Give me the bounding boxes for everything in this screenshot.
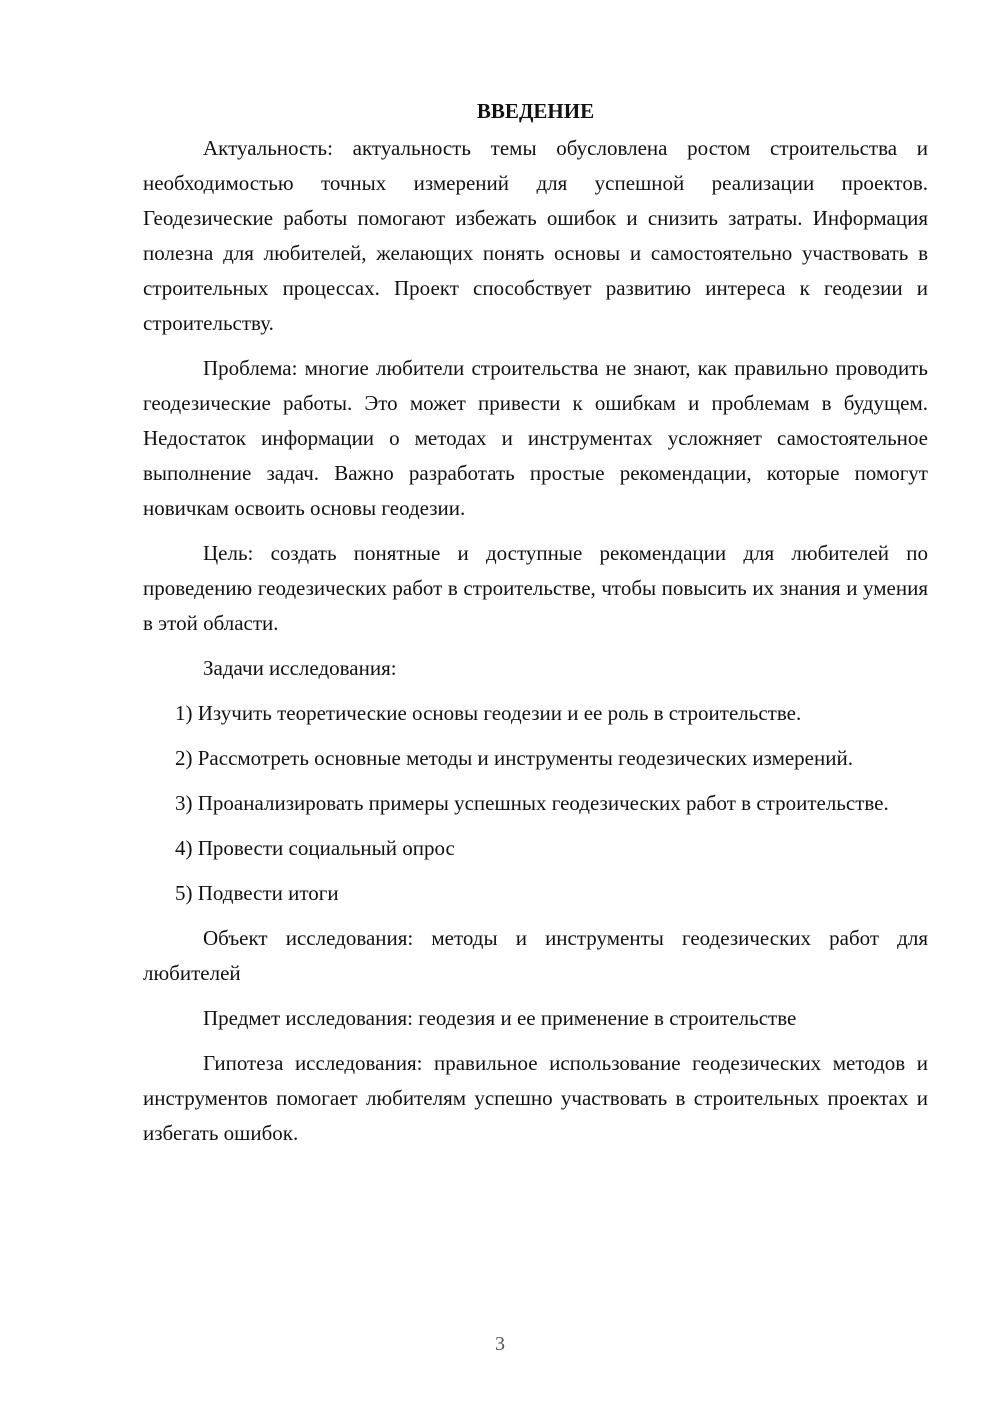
paragraph-problem: Проблема: многие любители строительства не знают, как правильно проводить геодезические работы. Это может привести к ошибкам и проблемам в будущем. Недостаток информации о методах и инструментах усложняет самостоятельное выполнение задач. Важно разработать простые рекомендации, которые помогут новичкам освоить основы геодезии. (143, 356, 928, 520)
paragraph-relevance: Актуальность: актуальность темы обусловлена ростом строительства и необходимостью точных измерений для успешной реализации проектов. Геодезические работы помогают избежать ошибок и снизить затраты. Информация полезна для любителей, желающих понять основы и самостоятельно участвовать в строительных процессах. Проект способствует развитию интереса к геодезии и строительству. (143, 136, 928, 335)
section-title: ВВЕДЕНИЕ (476, 99, 595, 123)
task-item-1: 1) Изучить теоретические основы геодезии и ее роль в строительстве. (175, 701, 802, 725)
paragraph-tasks-heading: Задачи исследования: (203, 656, 397, 680)
paragraph-subject: Предмет исследования: геодезия и ее применение в строительстве (203, 1006, 797, 1030)
paragraph-goal: Цель: создать понятные и доступные рекомендации для любителей по проведению геодезических работ в строительстве, чтобы повысить их знания и умения в этой области. (143, 541, 928, 635)
task-item-2: 2) Рассмотреть основные методы и инструменты геодезических измерений. (175, 746, 853, 770)
task-item-5: 5) Подвести итоги (175, 881, 339, 905)
task-item-3: 3) Проанализировать примеры успешных геодезических работ в строительстве. (175, 791, 889, 815)
page-number: 3 (495, 1333, 505, 1355)
paragraph-object: Объект исследования: методы и инструменты геодезических работ для любителей (143, 926, 928, 985)
document-page (143, 96, 928, 1161)
task-item-4: 4) Провести социальный опрос (175, 836, 455, 860)
paragraph-hypothesis: Гипотеза исследования: правильное использование геодезических методов и инструментов помогает любителям успешно участвовать в строительных проектах и избегать ошибок. (143, 1051, 928, 1145)
